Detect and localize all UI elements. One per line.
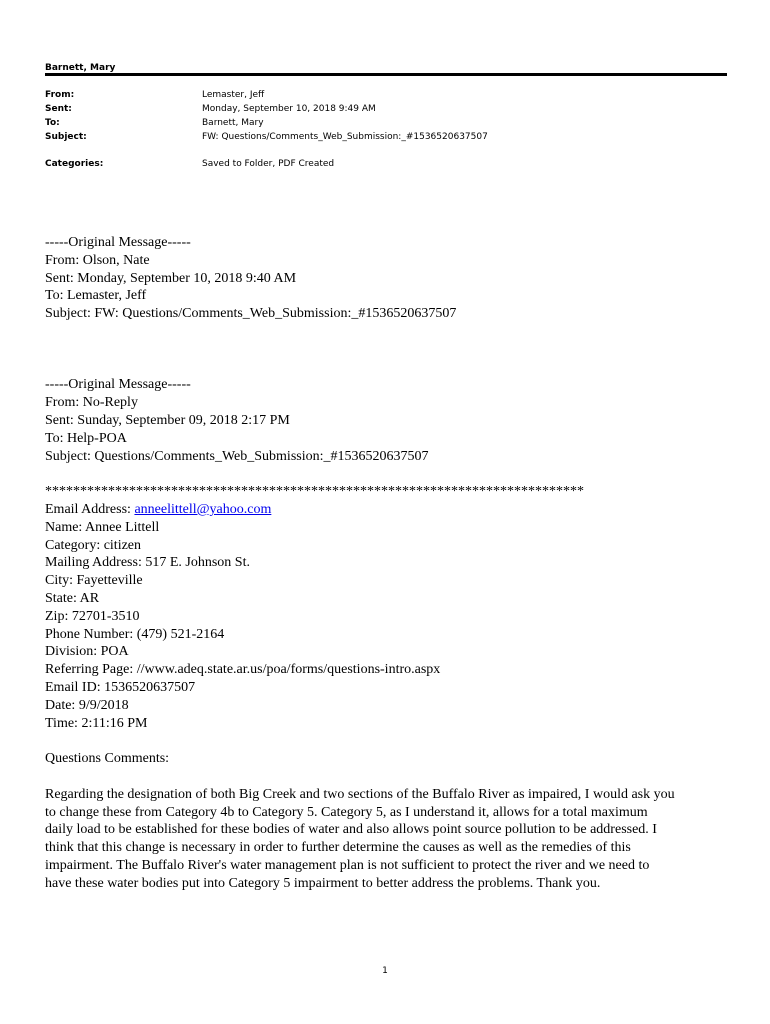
header-label-sent: Sent: xyxy=(45,104,72,114)
comment-line: Regarding the designation of both Big Creek and two sections of the Buffalo River as impaired, I would ask you xyxy=(45,786,675,802)
zip: Zip: 72701-3510 xyxy=(45,608,140,624)
separator-stars: ***************************************************************************** xyxy=(45,484,584,500)
comment-line: have these water bodies put into Category 5 impairment to better address the problems. Thank you. xyxy=(45,875,601,891)
submission-time: Time: 2:11:16 PM xyxy=(45,715,148,731)
referring-page: Referring Page: //www.adeq.state.ar.us/poa/forms/questions-intro.aspx xyxy=(45,662,441,678)
header-value-from: Lemaster, Jeff xyxy=(202,90,265,100)
email-address-label: Email Address: xyxy=(45,501,135,517)
mailing-address: Mailing Address: 517 E. Johnson St. xyxy=(45,555,250,571)
message-body xyxy=(45,234,735,892)
email-id: Email ID: 1536520637507 xyxy=(45,679,196,695)
comment-line: to change these from Category 4b to Category 5. Category 5, as I understand it, allows for a total maximum xyxy=(45,804,648,820)
header-value-categories: Saved to Folder, PDF Created xyxy=(202,159,335,169)
original-message-marker: -----Original Message----- xyxy=(45,377,191,393)
city: City: Fayetteville xyxy=(45,573,143,589)
comment-line: impairment. The Buffalo River's water management plan is not sufficient to protect the river and we need to xyxy=(45,857,650,873)
header-label-from: From: xyxy=(45,90,75,100)
state: State: AR xyxy=(45,590,100,606)
forward2-to: To: Help-POA xyxy=(45,430,127,446)
forward1-subject: Subject: FW: Questions/Comments_Web_Submission:_#1536520637507 xyxy=(45,306,457,322)
header-value-to: Barnett, Mary xyxy=(202,118,264,128)
header-rule xyxy=(45,73,727,76)
header-value-sent: Monday, September 10, 2018 9:49 AM xyxy=(202,104,376,114)
forward2-subject: Subject: Questions/Comments_Web_Submission:_#1536520637507 xyxy=(45,448,429,464)
comment-line: think that this change is necessary in order to further determine the causes as well as the remedies of this xyxy=(45,840,631,856)
forward1-to: To: Lemaster, Jeff xyxy=(45,288,147,304)
submitter-category: Category: citizen xyxy=(45,537,142,553)
submitter-name: Name: Annee Littell xyxy=(45,519,160,535)
forward2-from: From: No-Reply xyxy=(45,395,138,411)
header-label-to: To: xyxy=(45,118,60,128)
comment-line: daily load to be established for these bodies of water and also allows point source pollution to be addressed. I xyxy=(45,822,657,838)
email-address-line xyxy=(45,501,735,519)
page-number: 1 xyxy=(382,966,388,976)
phone-number: Phone Number: (479) 521-2164 xyxy=(45,626,225,642)
header-value-subject: FW: Questions/Comments_Web_Submission:_#1536520637507 xyxy=(202,132,488,142)
mailbox-owner: Barnett, Mary xyxy=(45,63,116,73)
questions-comments-heading: Questions Comments: xyxy=(45,751,170,767)
header-label-subject: Subject: xyxy=(45,132,87,142)
email-link[interactable]: anneelittell@yahoo.com xyxy=(134,501,272,517)
forward1-sent: Sent: Monday, September 10, 2018 9:40 AM xyxy=(45,270,297,286)
submission-date: Date: 9/9/2018 xyxy=(45,697,129,713)
forward2-sent: Sent: Sunday, September 09, 2018 2:17 PM xyxy=(45,412,290,428)
original-message-marker: -----Original Message----- xyxy=(45,235,191,250)
forward1-from: From: Olson, Nate xyxy=(45,252,150,268)
header-label-categories: Categories: xyxy=(45,159,104,169)
division: Division: POA xyxy=(45,644,129,660)
